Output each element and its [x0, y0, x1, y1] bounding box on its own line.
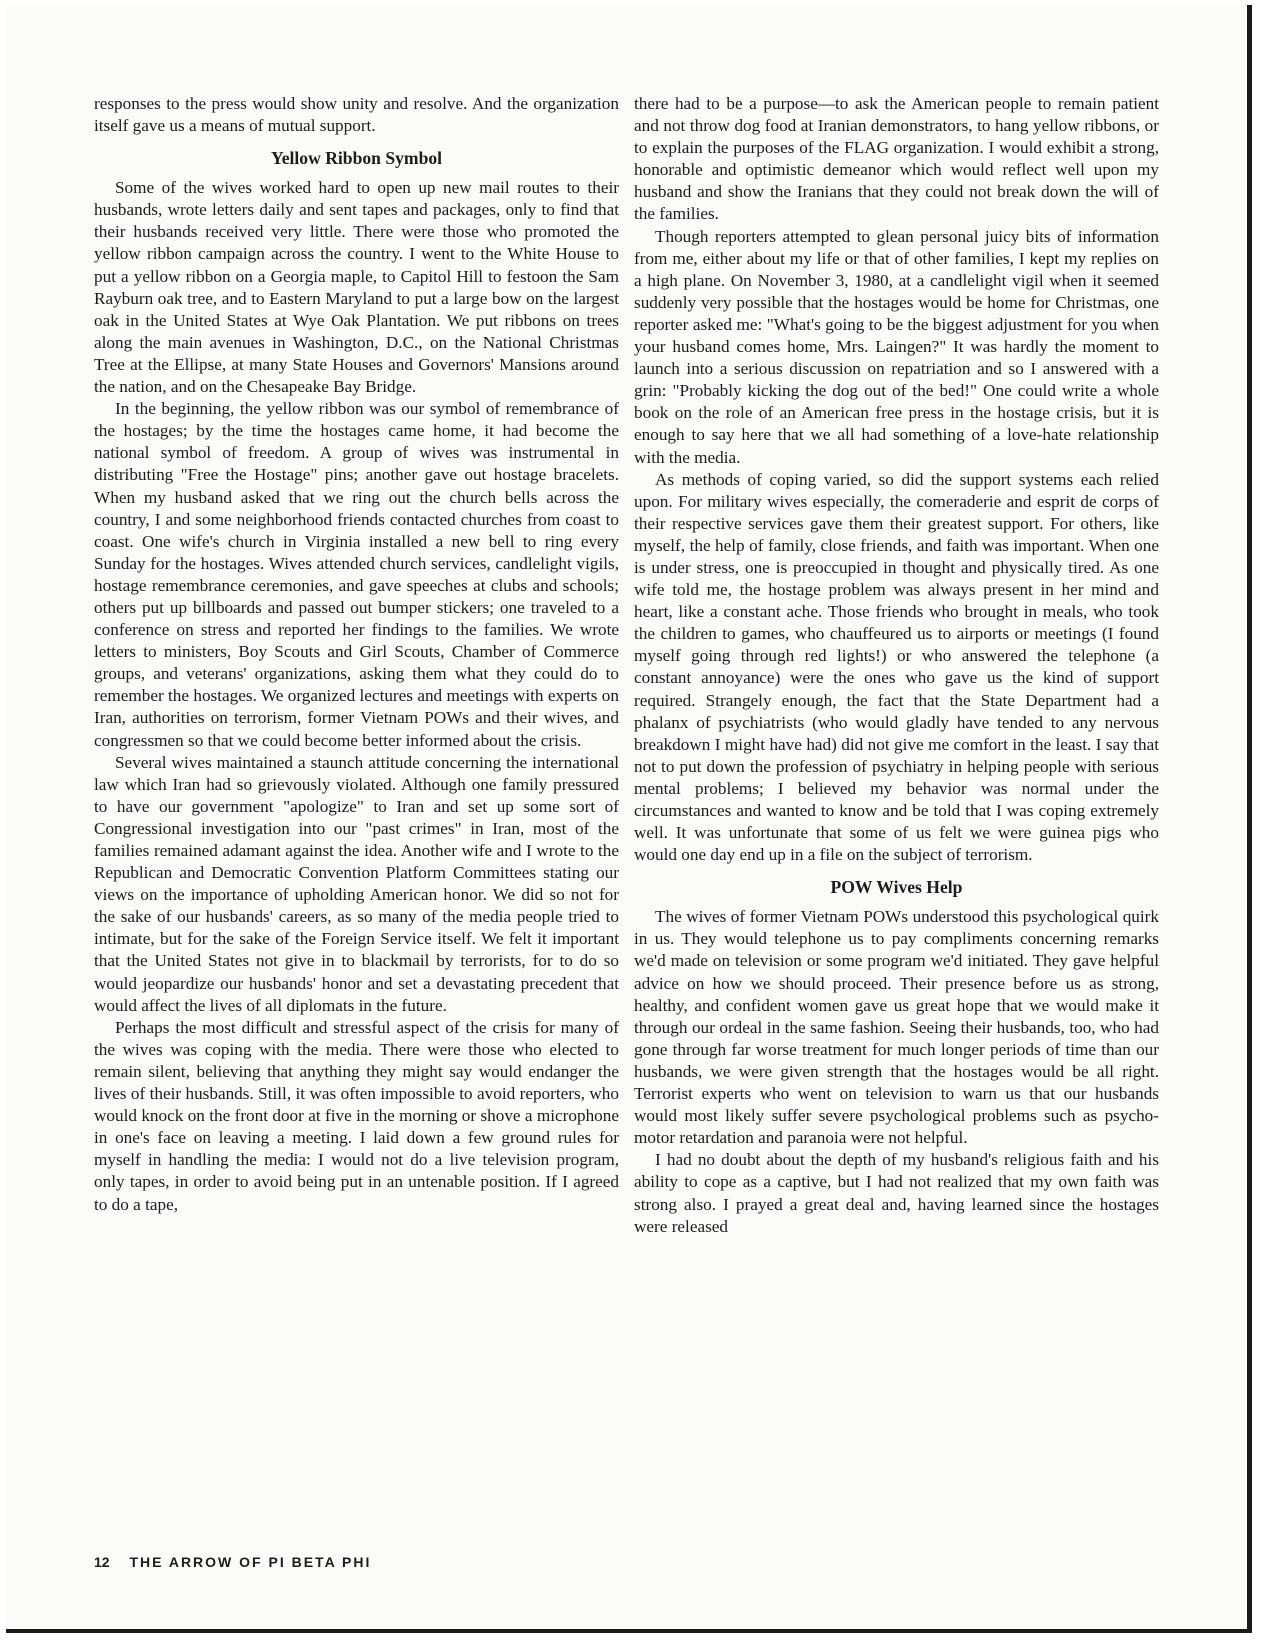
magazine-page — [6, 5, 1252, 1633]
paragraph: Some of the wives worked hard to open up new mail routes to their husbands, wrote letters daily and sent tapes and packages, only to find that their husbands received very little. There were those who promoted the yellow ribbon campaign across the country. I went to the White House to put a yellow ribbon on a Georgia maple, to Capitol Hill to festoon the Sam Rayburn oak tree, and to Eastern Maryland to put a large bow on the largest oak in the United States at Wye Oak Plantation. We put ribbons on trees along the main avenues in Washington, D.C., on the National Christmas Tree at the Ellipse, at many State Houses and Governors' Mansions around the nation, and on the Chesapeake Bay Bridge. — [94, 178, 619, 397]
paragraph: Several wives maintained a staunch attitude concerning the international law which Iran had so grievously violated. Although one family pressured to have our government "apologize" to Iran and set up some sort of Congressional investigation into our "past crimes" in Iran, most of the families remained adamant against the idea. Another wife and I wrote to the Republican and Democratic Convention Platform Committees stating our views on the importance of upholding American honor. We did so not for the sake of our husbands' careers, as so many of the media people tried to intimate, but for the sake of the Foreign Service itself. We felt it important that the United States not give in to blackmail by terrorists, for to do so would jeopardize our husbands' honor and set a devastating precedent that would affect the lives of all diplomats in the future. — [94, 752, 619, 1015]
section-heading-pow-wives: POW Wives Help — [830, 877, 963, 898]
page-number: 12 — [94, 1554, 110, 1570]
paragraph: I had no doubt about the depth of my husband's religious faith and his ability to cope as a captive, but I had not realized that my own faith was strong also. I prayed a great deal and, having learned since the hostages were released — [634, 1150, 1159, 1236]
publication-title: THE ARROW OF PI BETA PHI — [129, 1554, 372, 1570]
paragraph: As methods of coping varied, so did the support systems each relied upon. For military wives especially, the comeraderie and esprit de corps of their respective services gave them their greatest support. For others, like myself, the help of family, close friends, and faith was important. When one is under stress, one is preoccupied in thought and physically tired. As one wife told me, the hostage problem was always present in her mind and heart, like a constant ache. Those friends who brought in meals, who took the children to games, who chauffeured us to airports or meetings (I found myself going through red lights!) or who answered the telephone (a constant annoyance) were the ones who gave us the kind of support required. Strangely enough, the fact that the State Department had a phalanx of psychiatrists (who would gladly have tended to any nervous breakdown I might have had) did not give me comfort in the least. I say that not to put down the profession of psychiatry in helping people with serious mental problems; I believed my behavior was normal under the circumstances and wanted to know and be told that I was coping extremely well. It was unfortunate that some of us felt we were guinea pigs who would one day end up in a file on the subject of terrorism. — [634, 469, 1159, 865]
paragraph: there had to be a purpose—to ask the American people to remain patient and not throw dog food at Iranian demonstrators, to hang yellow ribbons, or to explain the purposes of the FLAG organization. I would exhibit a strong, honorable and optimistic demeanor which would reflect well upon my husband and show the Iranians that they could not break down the will of the families. — [634, 94, 1159, 224]
paragraph: The wives of former Vietnam POWs understood this psychological quirk in us. They would telephone us to pay compliments concerning remarks we'd made on television or some program we'd initiated. They gave helpful advice on how we should proceed. Their presence before us as strong, healthy, and confident women gave us great hope that we would make it through our ordeal in the same fashion. Seeing their husbands, too, who had gone through far worse treatment for much longer periods of time than our husbands, we were given strength that the hostages would be all right. Terrorist experts who went on television to warn us that our husbands would most likely suffer severe psychological problems such as psycho-motor retardation and paranoia were not helpful. — [634, 907, 1159, 1148]
section-heading-yellow-ribbon: Yellow Ribbon Symbol — [270, 148, 443, 169]
right-column — [634, 93, 1159, 1238]
left-column — [94, 93, 619, 1216]
paragraph: Though reporters attempted to glean personal juicy bits of information from me, either about my life or that of other families, I kept my replies on a high plane. On November 3, 1980, at a candlelight vigil when it seemed suddenly very possible that the hostages would be home for Christmas, one reporter asked me: "What's going to be the biggest adjustment for you when your husband comes home, Mrs. Laingen?" It was hardly the moment to launch into a serious discussion on repatriation and so I answered with a grin: "Probably kicking the dog out of the bed!" One could write a whole book on the role of an American free press in the hostage crisis, but it is enough to say here that we all had something of a love-hate relationship with the media. — [634, 226, 1159, 467]
paragraph: Perhaps the most difficult and stressful aspect of the crisis for many of the wives was coping with the media. There were those who elected to remain silent, believing that anything they might say would endanger the lives of their husbands. Still, it was often impossible to avoid reporters, who would knock on the front door at five in the morning or shove a microphone in one's face on leaving a meeting. I laid down a few ground rules for myself in handling the media: I would not do a live television program, only tapes, in order to avoid being put in an untenable position. If I agreed to do a tape, — [94, 1017, 619, 1214]
paragraph: responses to the press would show unity and resolve. And the organization itself gave us a means of mutual support. — [94, 94, 619, 136]
paragraph: In the beginning, the yellow ribbon was our symbol of remembrance of the hostages; by the time the hostages came home, it had become the national symbol of freedom. A group of wives was instrumental in distributing "Free the Hostage" pins; another gave out hostage bracelets. When my husband asked that we ring out the church bells across the country, I and some neighborhood friends contacted churches from coast to coast. One wife's church in Virginia installed a new bell to ring every Sunday for the hostages. Wives attended church services, candlelight vigils, hostage remembrance ceremonies, and gave speeches at clubs and schools; others put up billboards and passed out bumper stickers; one traveled to a conference on stress and reported her findings to the families. We wrote letters to ministers, Boy Scouts and Girl Scouts, Chamber of Commerce groups, and veterans' organizations, asking them what they could do to remember the hostages. We organized lectures and meetings with experts on Iran, authorities on terrorism, former Vietnam POWs and their wives, and congressmen so that we could become better informed about the crisis. — [94, 399, 619, 750]
page-footer — [94, 1554, 371, 1570]
